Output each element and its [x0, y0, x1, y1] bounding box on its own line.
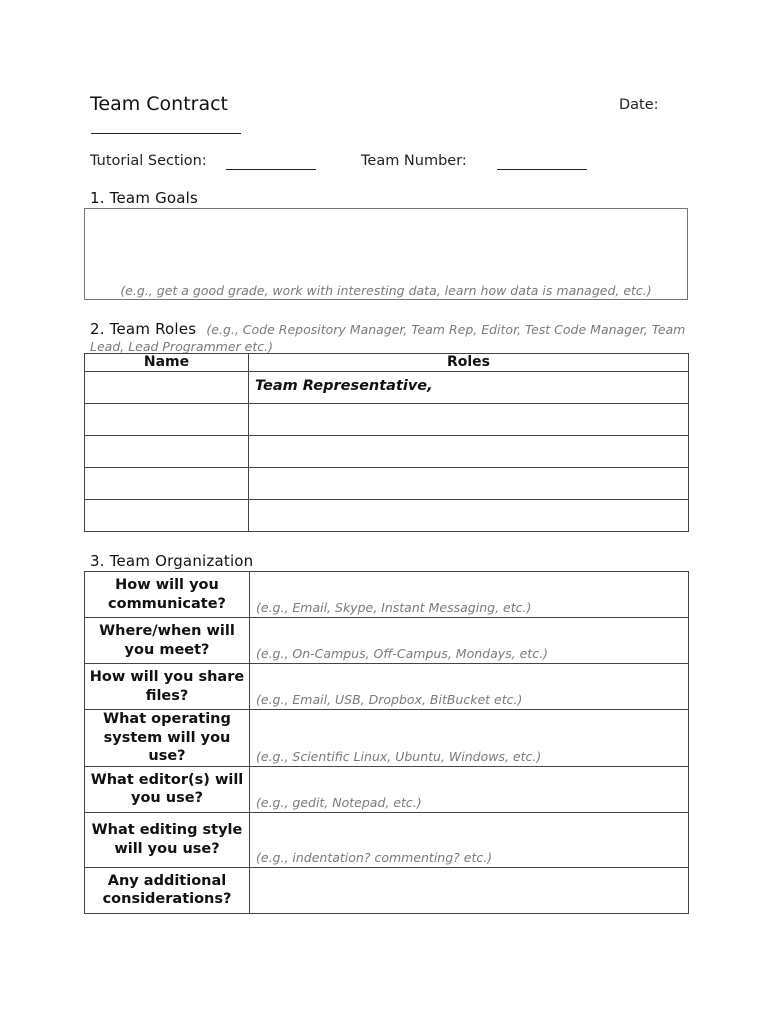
team-roles-table — [84, 353, 689, 532]
name-column-header: Name — [85, 354, 249, 372]
tutorial-section-label: Tutorial Section: — [90, 153, 207, 169]
table-row — [85, 867, 689, 913]
table-row — [85, 812, 689, 867]
team-number-field[interactable] — [497, 169, 587, 170]
answer-cell[interactable]: (e.g., Email, USB, Dropbox, BitBucket etc.) — [250, 664, 689, 710]
table-row — [85, 710, 689, 767]
team-organization-table — [84, 571, 689, 914]
table-row — [85, 468, 689, 500]
team-goals-heading: 1. Team Goals — [90, 189, 199, 207]
question-cell: Any additional considerations? — [85, 867, 250, 913]
name-cell[interactable] — [85, 500, 249, 532]
answer-cell[interactable]: (e.g., Email, Skype, Instant Messaging, etc.) — [250, 572, 689, 618]
table-row — [85, 572, 689, 618]
table-row — [85, 500, 689, 532]
page-title: Team Contract — [90, 93, 228, 115]
table-row — [85, 664, 689, 710]
answer-cell[interactable]: (e.g., gedit, Notepad, etc.) — [250, 766, 689, 812]
team-roles-hint: (e.g., Code Repository Manager, Team Rep, Editor, Test Code Manager, Team Lead, Lead Programmer etc.) — [90, 322, 686, 354]
table-row — [85, 618, 689, 664]
table-row — [85, 436, 689, 468]
team-goals-hint: (e.g., get a good grade, work with interesting data, learn how data is managed, etc.) — [120, 283, 652, 298]
role-cell[interactable]: Team Representative, — [249, 372, 689, 404]
answer-cell[interactable] — [250, 867, 689, 913]
question-cell: What editing style will you use? — [85, 812, 250, 867]
question-cell: What operating system will you use? — [85, 710, 250, 767]
role-cell[interactable] — [249, 468, 689, 500]
question-cell: Where/when will you meet? — [85, 618, 250, 664]
date-field[interactable] — [91, 133, 241, 134]
table-row — [85, 404, 689, 436]
table-row — [85, 372, 689, 404]
name-cell[interactable] — [85, 436, 249, 468]
role-cell[interactable] — [249, 436, 689, 468]
table-header-row — [85, 354, 689, 372]
roles-column-header: Roles — [249, 354, 689, 372]
team-roles-heading-block — [90, 321, 690, 355]
answer-cell[interactable]: (e.g., Scientific Linux, Ubuntu, Windows, etc.) — [250, 710, 689, 767]
date-label: Date: — [619, 97, 659, 113]
team-roles-heading: 2. Team Roles — [90, 320, 197, 338]
question-cell: How will you share files? — [85, 664, 250, 710]
question-cell: What editor(s) will you use? — [85, 766, 250, 812]
name-cell[interactable] — [85, 404, 249, 436]
team-organization-heading: 3. Team Organization — [90, 552, 254, 570]
answer-cell[interactable]: (e.g., indentation? commenting? etc.) — [250, 812, 689, 867]
name-cell[interactable] — [85, 468, 249, 500]
name-cell[interactable] — [85, 372, 249, 404]
team-number-label: Team Number: — [361, 153, 467, 169]
tutorial-section-field[interactable] — [226, 169, 316, 170]
question-cell: How will you communicate? — [85, 572, 250, 618]
role-cell[interactable] — [249, 500, 689, 532]
team-goals-box[interactable] — [84, 208, 688, 300]
answer-cell[interactable]: (e.g., On-Campus, Off-Campus, Mondays, etc.) — [250, 618, 689, 664]
table-row — [85, 766, 689, 812]
role-cell[interactable] — [249, 404, 689, 436]
